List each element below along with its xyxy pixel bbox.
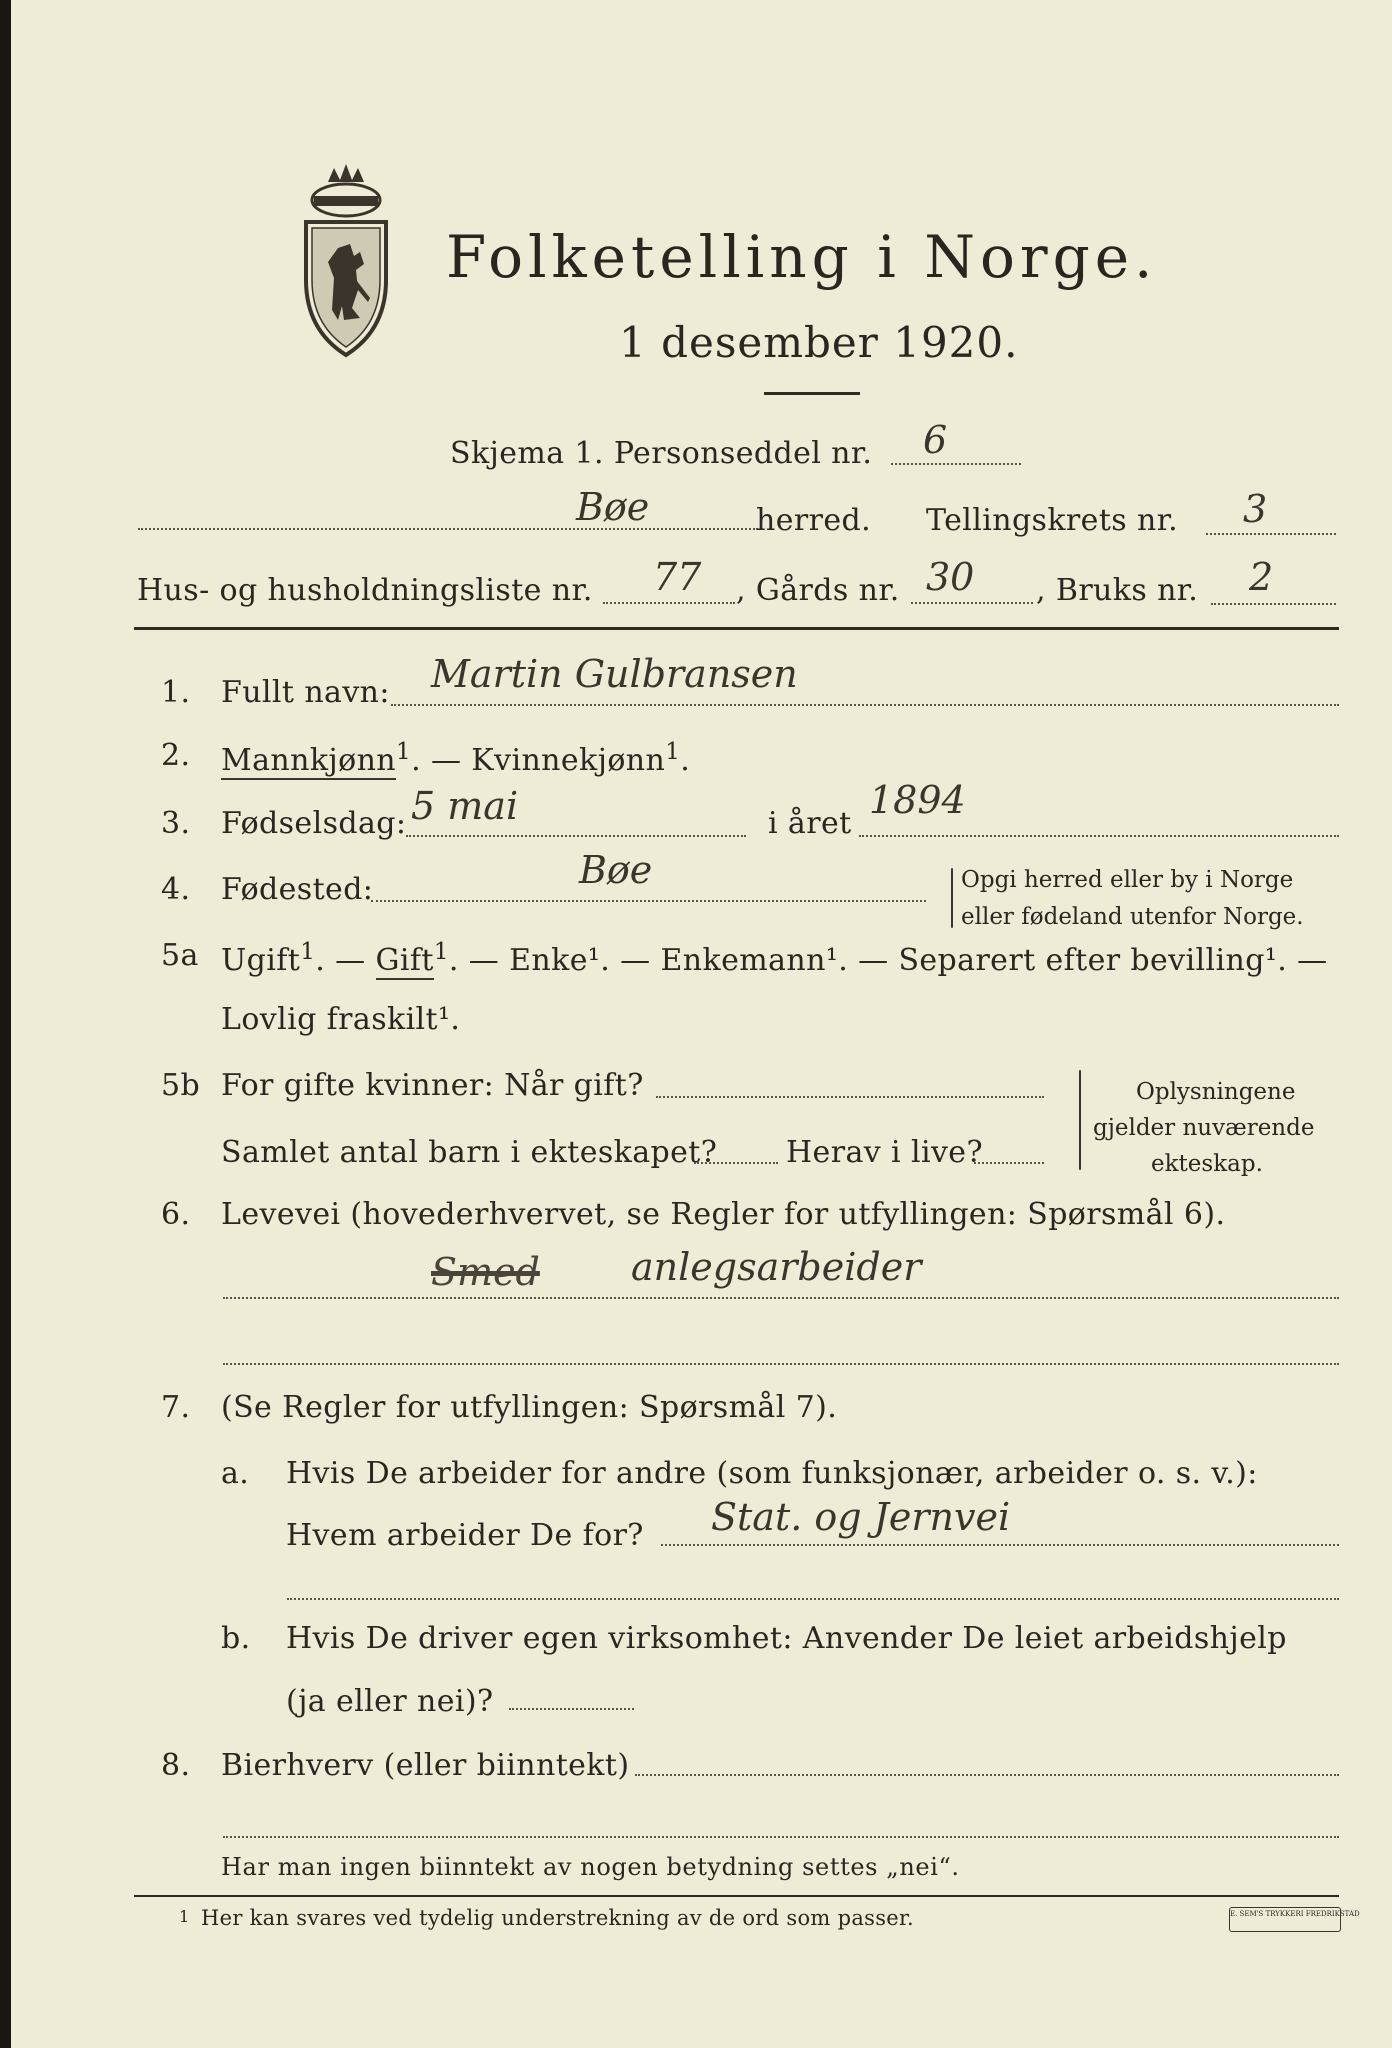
q3-birthday-value: 5 mai [411,784,519,828]
q4-label: Fødested: [221,872,374,907]
q6-number: 6. [161,1197,191,1232]
q5a-gift-underlined: Gift [375,943,434,978]
q7b-letter: b. [221,1621,251,1656]
tellingskrets-label: Tellingskrets nr. [926,503,1179,538]
q5b-note3: ekteskap. [1151,1151,1263,1177]
q3-label: Fødselsdag: [221,806,407,841]
coat-of-arms-icon [298,160,394,364]
q3-year-value: 1894 [869,778,966,822]
q4-number: 4. [161,872,191,907]
q5b-line2a: Samlet antal barn i ekteskapet? [221,1135,718,1170]
footnote-text: Her kan svares ved tydelig understrekning av de ord som passer. [201,1906,915,1930]
herred-value: Bøe [576,485,650,529]
q4-birthplace-value: Bøe [579,848,653,892]
form-title: Folketelling i Norge. [446,223,1158,291]
census-form [11,0,1392,2048]
q3-year-label: i året [768,806,852,841]
form-date: 1 desember 1920. [619,318,1019,367]
q5b-note1: Oplysningene [1136,1079,1296,1105]
q1-number: 1. [161,675,191,710]
header-rule [134,627,1339,630]
q5b-note2: gjelder nuværende [1093,1115,1315,1141]
q5b-line2b: Herav i live? [786,1135,983,1170]
title-divider [764,392,860,395]
q3-number: 3. [161,806,191,841]
q2-number: 2. [161,738,191,773]
tellingskrets-value: 3 [1243,487,1268,531]
q2-gender: Mannkjønn$^1$. — Kvinnekjønn$^1$. [221,739,691,778]
q1-full-name-value: Martin Gulbransen [431,652,798,696]
q2-male-underlined: Mannkjønn [221,743,397,778]
q8-label: Bierhverv (eller biinntekt) [221,1748,630,1783]
husliste-value: 77 [653,555,702,599]
q7b-line2: (ja eller nei)? [286,1684,494,1719]
q1-label: Fullt navn: [221,675,390,710]
q7b-line1: Hvis De driver egen virksomhet: Anvender De leiet arbeidshjelp [286,1621,1287,1656]
herred-label: herred. [756,503,872,538]
q6-struck-value: Smed [431,1250,540,1294]
footer-note: Har man ingen biinntekt av nogen betydning settes „nei“. [221,1853,960,1881]
q7a-employer-value: Stat. og Jernvei [711,1495,1011,1539]
q6-label: Levevei (hovederhvervet, se Regler for utfyllingen: Spørsmål 6). [221,1197,1226,1232]
personseddel-nr-value: 6 [923,418,948,462]
q5a-number: 5a [161,938,199,973]
q5b-number: 5b [161,1068,201,1103]
q7a-letter: a. [221,1456,250,1491]
bruks-label: , Bruks nr. [1036,573,1199,608]
q7a-line1: Hvis De arbeider for andre (som funksjonær, arbeider o. s. v.): [286,1456,1258,1491]
q6-occupation-value: anlegsarbeider [631,1245,922,1289]
footer-rule [134,1895,1339,1897]
gards-value: 30 [926,555,975,599]
q7a-line2: Hvem arbeider De for? [286,1518,644,1553]
bruks-value: 2 [1249,555,1274,599]
husliste-label: Hus- og husholdningsliste nr. [137,573,593,608]
q4-note-line1: Opgi herred eller by i Norge [961,867,1294,893]
schema-label: Skjema 1. Personseddel nr. [450,436,873,471]
q4-note-line2: eller fødeland utenfor Norge. [961,904,1304,930]
q7-number: 7. [161,1390,191,1425]
q5a-line2: Lovlig fraskilt¹. [221,1002,461,1037]
q8-number: 8. [161,1748,191,1783]
q7-label: (Se Regler for utfyllingen: Spørsmål 7). [221,1390,838,1425]
gards-label: , Gårds nr. [736,573,900,608]
footnote-mark: 1 [179,1907,190,1926]
q5a-line1: Ugift$^1$. — Gift$^1$. — Enke¹. — Enkemann¹. — Separert efter bevilling¹. — [221,939,1328,978]
printer-mark: E. SEM'S TRYKKERI FREDRIKSTAD [1229,1907,1341,1932]
q5b-line1: For gifte kvinner: Når gift? [221,1068,644,1103]
